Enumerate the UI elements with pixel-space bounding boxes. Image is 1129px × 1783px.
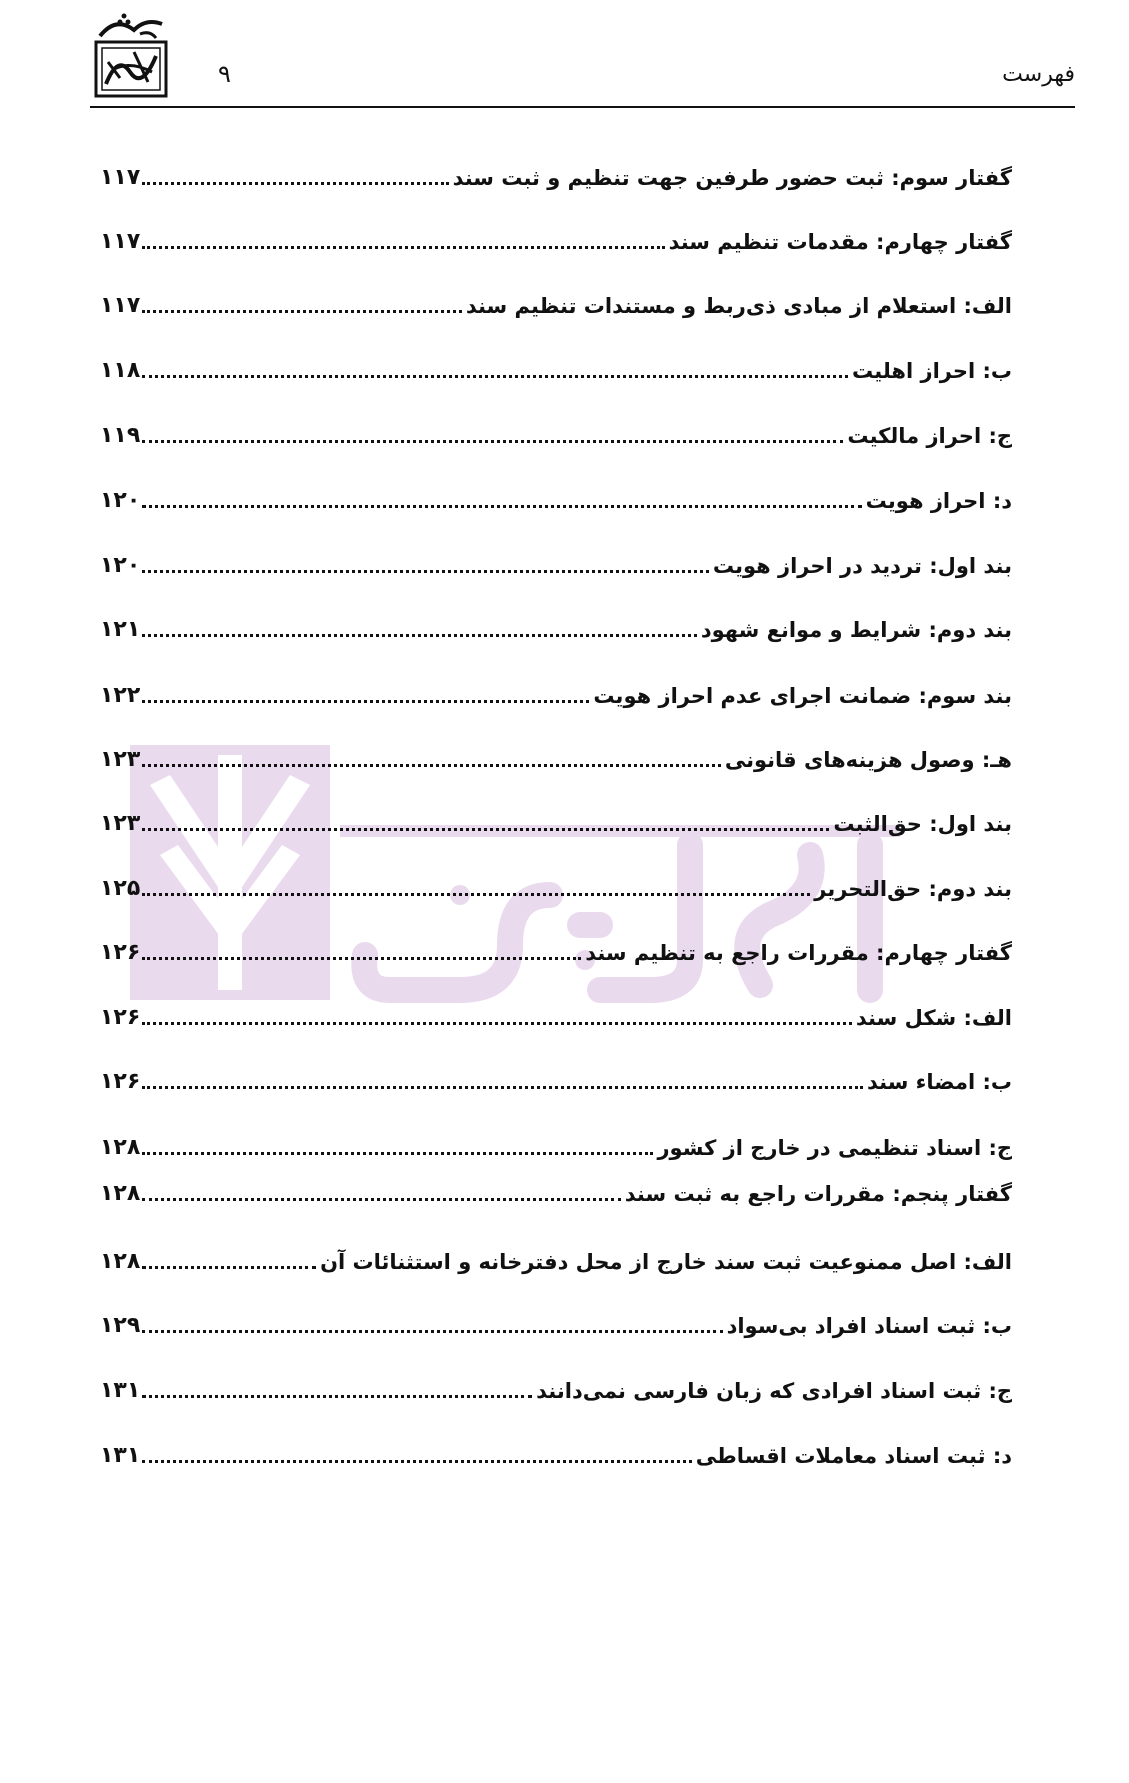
toc-entry bbox=[100, 861, 1012, 905]
toc-entry-page: ۱۲۲ bbox=[100, 683, 141, 708]
toc-entry bbox=[100, 408, 1012, 452]
toc-entry-title: د: احراز هویت bbox=[865, 489, 1012, 513]
toc-entry-page: ۱۲۰ bbox=[100, 488, 141, 513]
toc-entry-title: د: ثبت اسناد معاملات اقساطی bbox=[695, 1444, 1012, 1468]
toc-entry-title: گفتار پنجم: مقررات راجع به ثبت سند bbox=[624, 1182, 1012, 1206]
toc-entry-page: ۱۲۳ bbox=[100, 811, 141, 836]
toc-entry-page: ۱۲۶ bbox=[100, 1005, 141, 1030]
publisher-logo bbox=[90, 12, 172, 102]
toc-entry-page: ۱۲۸ bbox=[100, 1181, 141, 1206]
toc-entry bbox=[100, 925, 1012, 969]
toc-entry bbox=[100, 473, 1012, 517]
toc-entry bbox=[100, 1428, 1012, 1472]
toc-leader-dots bbox=[142, 957, 581, 960]
toc-leader-dots bbox=[142, 1152, 653, 1155]
toc-entry-title: بند اول: تردید در احراز هویت bbox=[712, 554, 1012, 578]
toc-entry-page: ۱۳۱ bbox=[100, 1443, 141, 1468]
toc-entry-page: ۱۲۶ bbox=[100, 1069, 141, 1094]
toc-entry-title: گفتار چهارم: مقررات راجع به تنظیم سند bbox=[585, 941, 1012, 965]
toc-entry-title: الف: استعلام از مبادی ذی‌ربط و مستندات تنظیم سند bbox=[465, 294, 1012, 318]
toc-entry-title: هـ: وصول هزینه‌های قانونی bbox=[724, 748, 1012, 772]
toc-entry-page: ۱۱۷ bbox=[100, 165, 141, 190]
toc-entry bbox=[100, 1298, 1012, 1342]
toc-entry bbox=[100, 1166, 1012, 1210]
toc-entry-title: گفتار سوم: ثبت حضور طرفین جهت تنظیم و ثبت سند bbox=[452, 166, 1012, 190]
page-header bbox=[90, 0, 1075, 112]
toc-entry-title: بند اول: حق‌الثبت bbox=[833, 812, 1012, 836]
toc-entry bbox=[100, 538, 1012, 582]
toc-leader-dots bbox=[142, 828, 829, 831]
toc-leader-dots bbox=[142, 440, 843, 443]
toc-entry bbox=[100, 1120, 1012, 1164]
toc-entry bbox=[100, 602, 1012, 646]
toc-leader-dots bbox=[142, 700, 589, 703]
toc-entry-page: ۱۳۱ bbox=[100, 1378, 141, 1403]
toc-leader-dots bbox=[142, 1460, 691, 1463]
toc-entry-page: ۱۱۷ bbox=[100, 293, 141, 318]
toc-entry bbox=[100, 278, 1012, 322]
toc-entry-page: ۱۲۸ bbox=[100, 1249, 141, 1274]
toc-entry-page: ۱۱۷ bbox=[100, 229, 141, 254]
toc-entry-title: بند دوم: حق‌التحریر bbox=[814, 877, 1012, 901]
toc-entry-title: ج: اسناد تنظیمی در خارج از کشور bbox=[657, 1136, 1012, 1160]
toc-entry-page: ۱۲۱ bbox=[100, 617, 141, 642]
toc-entry bbox=[100, 990, 1012, 1034]
toc-leader-dots bbox=[142, 310, 462, 313]
toc-leader-dots bbox=[142, 570, 709, 573]
toc-entry bbox=[100, 796, 1012, 840]
toc-entry-page: ۱۲۳ bbox=[100, 747, 141, 772]
toc-leader-dots bbox=[142, 246, 664, 249]
toc-leader-dots bbox=[142, 375, 848, 378]
toc-entry-title: بند دوم: شرایط و موانع شهود bbox=[700, 618, 1012, 642]
toc-entry bbox=[100, 668, 1012, 712]
toc-entry-page: ۱۱۸ bbox=[100, 358, 141, 383]
toc-leader-dots bbox=[142, 1022, 852, 1025]
toc-entry-title: ج: ثبت اسناد افرادی که زبان فارسی نمی‌دانند bbox=[536, 1379, 1012, 1403]
toc-leader-dots bbox=[142, 1395, 532, 1398]
toc-entry bbox=[100, 1234, 1012, 1278]
toc-entry-title: الف: اصل ممنوعیت ثبت سند خارج از محل دفترخانه و استثنائات آن bbox=[320, 1250, 1012, 1274]
toc-entry-title: بند سوم: ضمانت اجرای عدم احراز هویت bbox=[593, 684, 1012, 708]
toc-leader-dots bbox=[142, 764, 721, 767]
toc-leader-dots bbox=[142, 1198, 621, 1201]
header-divider bbox=[90, 106, 1075, 108]
toc-entry-title: ب: احراز اهلیت bbox=[852, 359, 1012, 383]
toc-leader-dots bbox=[142, 893, 810, 896]
toc-entry bbox=[100, 1363, 1012, 1407]
toc-entry-page: ۱۲۵ bbox=[100, 876, 141, 901]
toc-entry-page: ۱۲۶ bbox=[100, 940, 141, 965]
toc-entry-page: ۱۲۰ bbox=[100, 553, 141, 578]
toc-leader-dots bbox=[142, 505, 861, 508]
toc-leader-dots bbox=[142, 1266, 316, 1269]
toc-leader-dots bbox=[142, 1086, 863, 1089]
toc-entry bbox=[100, 150, 1012, 194]
toc-entry bbox=[100, 214, 1012, 258]
toc-entry bbox=[100, 343, 1012, 387]
toc-entry-title: ب: امضاء سند bbox=[867, 1070, 1012, 1094]
toc-entry-title: گفتار چهارم: مقدمات تنظیم سند bbox=[668, 230, 1012, 254]
toc-leader-dots bbox=[142, 1330, 722, 1333]
toc-entry-page: ۱۲۸ bbox=[100, 1135, 141, 1160]
page-number: ۹ bbox=[218, 60, 231, 88]
toc-entry-title: الف: شکل سند bbox=[855, 1006, 1012, 1030]
page-title: فهرست bbox=[1002, 62, 1075, 87]
toc-entry-page: ۱۱۹ bbox=[100, 423, 141, 448]
toc-entry-page: ۱۲۹ bbox=[100, 1313, 141, 1338]
toc-entry bbox=[100, 1054, 1012, 1098]
toc-leader-dots bbox=[142, 182, 448, 185]
toc-leader-dots bbox=[142, 634, 697, 637]
toc-entry-title: ب: ثبت اسناد افراد بی‌سواد bbox=[726, 1314, 1012, 1338]
toc-entry bbox=[100, 732, 1012, 776]
toc-entry-title: ج: احراز مالکیت bbox=[847, 424, 1012, 448]
